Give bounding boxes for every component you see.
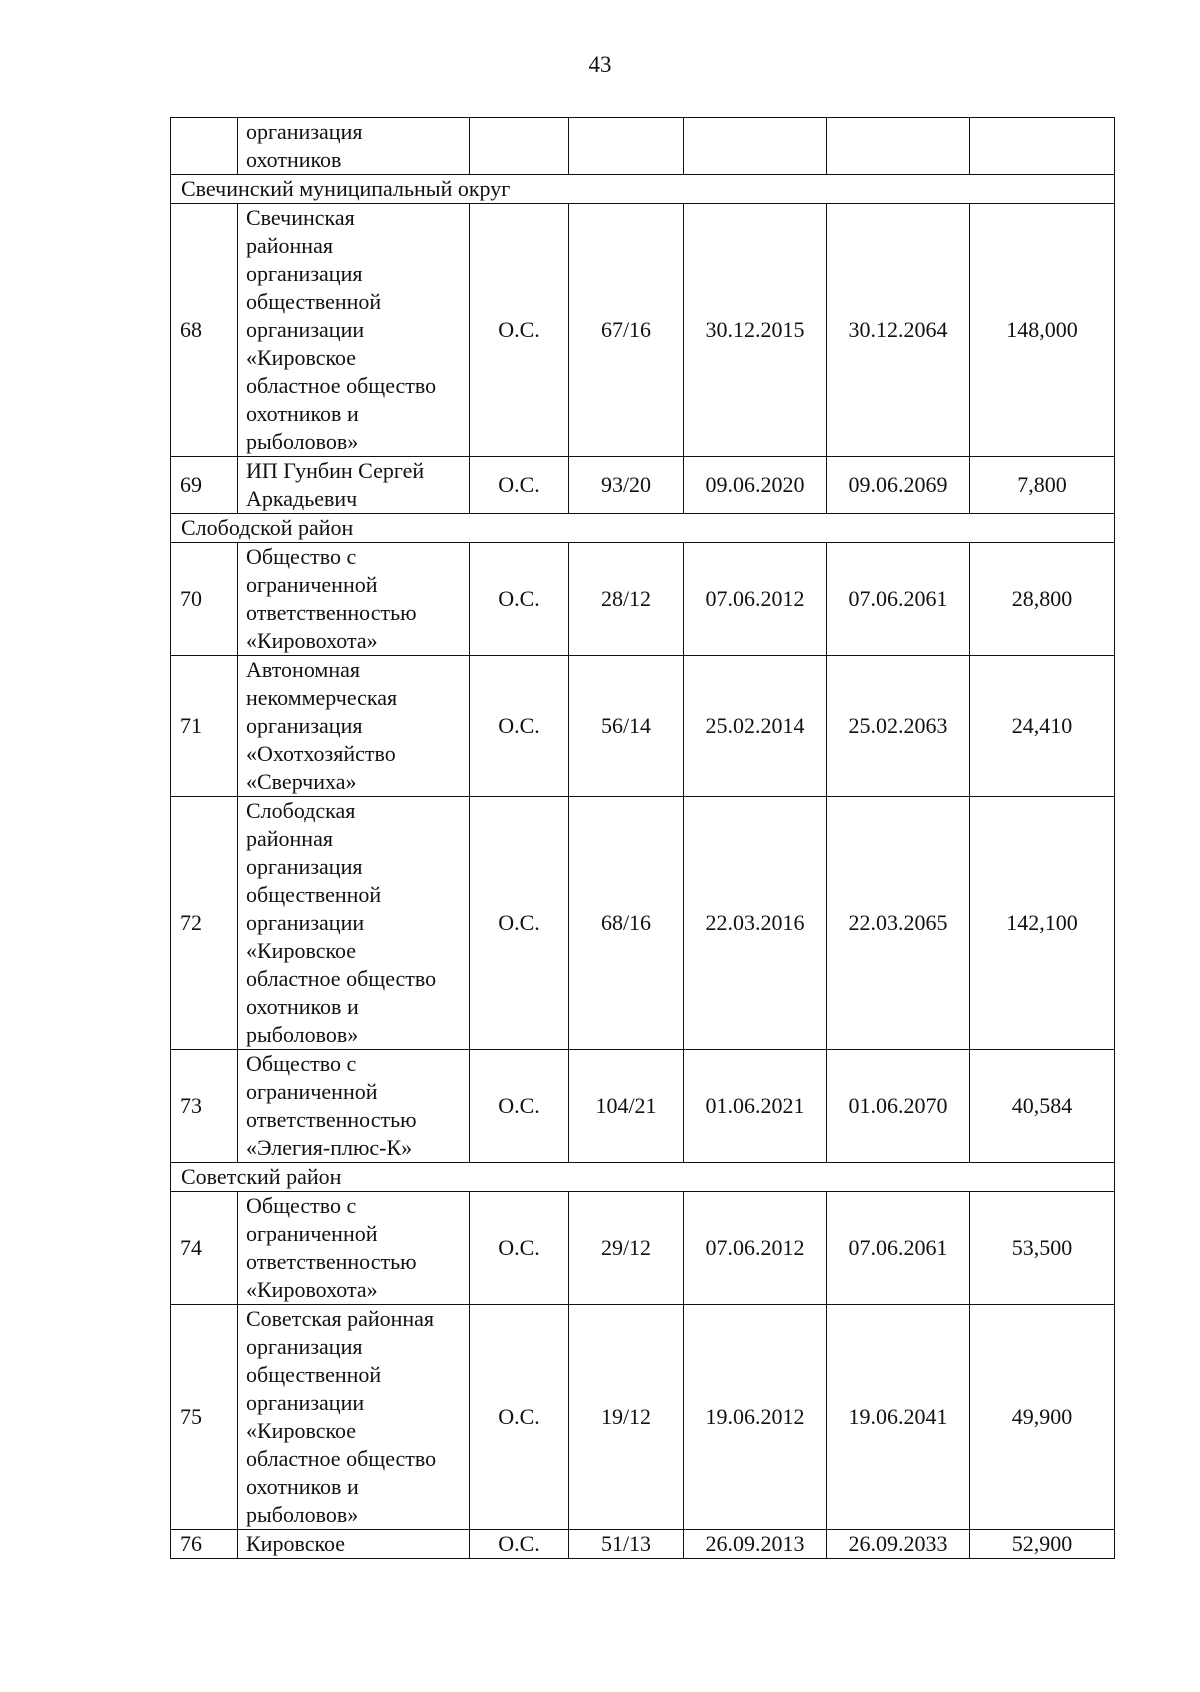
type-cell: О.С. [470,1192,569,1305]
page-number: 43 [588,52,612,77]
organization-name-line: «Кировское [246,1418,357,1443]
contract-cell: 67/16 [569,204,684,457]
row-number-cell [171,118,238,175]
type-cell: О.С. [470,543,569,656]
organization-name-line: Слободская [246,798,356,823]
organization-name-line: некоммерческая [246,685,398,710]
organization-name-line: Общество с [246,1193,357,1218]
organization-name-cell [238,797,470,1050]
organization-name-line: организации [246,317,365,342]
organization-name-line: «Кировохота» [246,628,378,653]
table-row [171,797,1115,1050]
date-start-cell: 07.06.2012 [684,543,827,656]
organization-name-line: охотников и [246,1474,359,1499]
organization-name-line: организация [246,261,363,286]
organization-name-line: ответственностью [246,600,417,625]
table-row [171,656,1115,797]
contract-cell: 68/16 [569,797,684,1050]
organization-name-line: организации [246,1390,365,1415]
row-number-cell: 76 [171,1530,238,1559]
contract-cell: 51/13 [569,1530,684,1559]
area-cell: 142,100 [970,797,1115,1050]
date-start-cell [684,118,827,175]
organization-name-line: Автономная [246,657,360,682]
contract-cell: 93/20 [569,457,684,514]
table-row [171,543,1115,656]
table-row [171,204,1115,457]
organization-name-line: Кировское [246,1531,346,1556]
organization-name-line: охотников [246,147,342,172]
organization-name-line: Аркадьевич [246,486,358,511]
contract-cell [569,118,684,175]
area-cell: 28,800 [970,543,1115,656]
organization-name-cell [238,1305,470,1530]
row-number-cell: 71 [171,656,238,797]
contract-cell: 56/14 [569,656,684,797]
row-number-cell: 74 [171,1192,238,1305]
organization-name-line: ограниченной [246,1079,378,1104]
date-end-cell: 19.06.2041 [827,1305,970,1530]
area-cell: 53,500 [970,1192,1115,1305]
section-title: Слободской район [171,514,1115,543]
area-cell: 7,800 [970,457,1115,514]
organization-name-line: «Кировское [246,345,357,370]
type-cell: О.С. [470,656,569,797]
organization-name-line: организация [246,1334,363,1359]
organization-name-line: общественной [246,1362,382,1387]
section-header-row [171,1163,1115,1192]
organization-name-line: ограниченной [246,572,378,597]
date-end-cell: 07.06.2061 [827,543,970,656]
organization-name-line: охотников и [246,401,359,426]
table-body [171,118,1115,1559]
organization-name-line: Советская районная [246,1306,435,1331]
organization-name-line: «Элегия-плюс-К» [246,1135,413,1160]
organization-name-line: областное общество [246,1446,437,1471]
organization-name-line: Свечинская [246,205,355,230]
contract-cell: 19/12 [569,1305,684,1530]
organization-name-cell [238,457,470,514]
row-number-cell: 75 [171,1305,238,1530]
organization-name-cell [238,118,470,175]
organization-name-cell [238,656,470,797]
section-title: Свечинский муниципальный округ [171,175,1115,204]
type-cell: О.С. [470,204,569,457]
organization-name-line: рыболовов» [246,1502,359,1527]
organization-name-cell [238,204,470,457]
type-cell: О.С. [470,457,569,514]
area-cell: 49,900 [970,1305,1115,1530]
organization-name-line: Общество с [246,544,357,569]
date-start-cell: 19.06.2012 [684,1305,827,1530]
date-start-cell: 22.03.2016 [684,797,827,1050]
contract-cell: 28/12 [569,543,684,656]
organization-name-line: ответственностью [246,1107,417,1132]
date-start-cell: 07.06.2012 [684,1192,827,1305]
section-title: Советский район [171,1163,1115,1192]
area-cell [970,118,1115,175]
date-end-cell [827,118,970,175]
organization-name-line: организация [246,713,363,738]
date-end-cell: 09.06.2069 [827,457,970,514]
type-cell: О.С. [470,1050,569,1163]
table-row [171,1530,1115,1559]
table-row [171,1050,1115,1163]
organization-name-line: районная [246,233,333,258]
type-cell: О.С. [470,1305,569,1530]
date-end-cell: 22.03.2065 [827,797,970,1050]
section-header-row [171,175,1115,204]
contract-cell: 104/21 [569,1050,684,1163]
hunting-grounds-table [170,117,1115,1559]
type-cell: О.С. [470,797,569,1050]
area-cell: 52,900 [970,1530,1115,1559]
area-cell: 148,000 [970,204,1115,457]
organization-name-line: рыболовов» [246,429,359,454]
organization-name-line: ответственностью [246,1249,417,1274]
table-row [171,457,1115,514]
type-cell: О.С. [470,1530,569,1559]
date-end-cell: 26.09.2033 [827,1530,970,1559]
date-start-cell: 09.06.2020 [684,457,827,514]
organization-name-line: организации [246,910,365,935]
organization-name-cell [238,1192,470,1305]
contract-cell: 29/12 [569,1192,684,1305]
date-end-cell: 07.06.2061 [827,1192,970,1305]
organization-name-line: организация [246,119,363,144]
date-start-cell: 26.09.2013 [684,1530,827,1559]
date-end-cell: 25.02.2063 [827,656,970,797]
organization-name-line: рыболовов» [246,1022,359,1047]
organization-name-line: «Охотхозяйство [246,741,396,766]
date-start-cell: 01.06.2021 [684,1050,827,1163]
organization-name-line: «Сверчиха» [246,769,357,794]
organization-name-line: ограниченной [246,1221,378,1246]
organization-name-cell [238,1530,470,1559]
organization-name-line: охотников и [246,994,359,1019]
section-header-row [171,514,1115,543]
continuation-row [171,118,1115,175]
row-number-cell: 70 [171,543,238,656]
organization-name-line: ИП Гунбин Сергей [246,458,425,483]
area-cell: 24,410 [970,656,1115,797]
organization-name-line: общественной [246,882,382,907]
date-start-cell: 30.12.2015 [684,204,827,457]
row-number-cell: 72 [171,797,238,1050]
row-number-cell: 68 [171,204,238,457]
organization-name-line: «Кировохота» [246,1277,378,1302]
organization-name-line: областное общество [246,373,437,398]
organization-name-line: общественной [246,289,382,314]
type-cell [470,118,569,175]
organization-name-line: «Кировское [246,938,357,963]
date-end-cell: 01.06.2070 [827,1050,970,1163]
organization-name-cell [238,1050,470,1163]
organization-name-line: Общество с [246,1051,357,1076]
date-start-cell: 25.02.2014 [684,656,827,797]
organization-name-line: районная [246,826,333,851]
organization-name-line: организация [246,854,363,879]
area-cell: 40,584 [970,1050,1115,1163]
table-row [171,1305,1115,1530]
row-number-cell: 69 [171,457,238,514]
organization-name-cell [238,543,470,656]
row-number-cell: 73 [171,1050,238,1163]
date-end-cell: 30.12.2064 [827,204,970,457]
organization-name-line: областное общество [246,966,437,991]
table-row [171,1192,1115,1305]
